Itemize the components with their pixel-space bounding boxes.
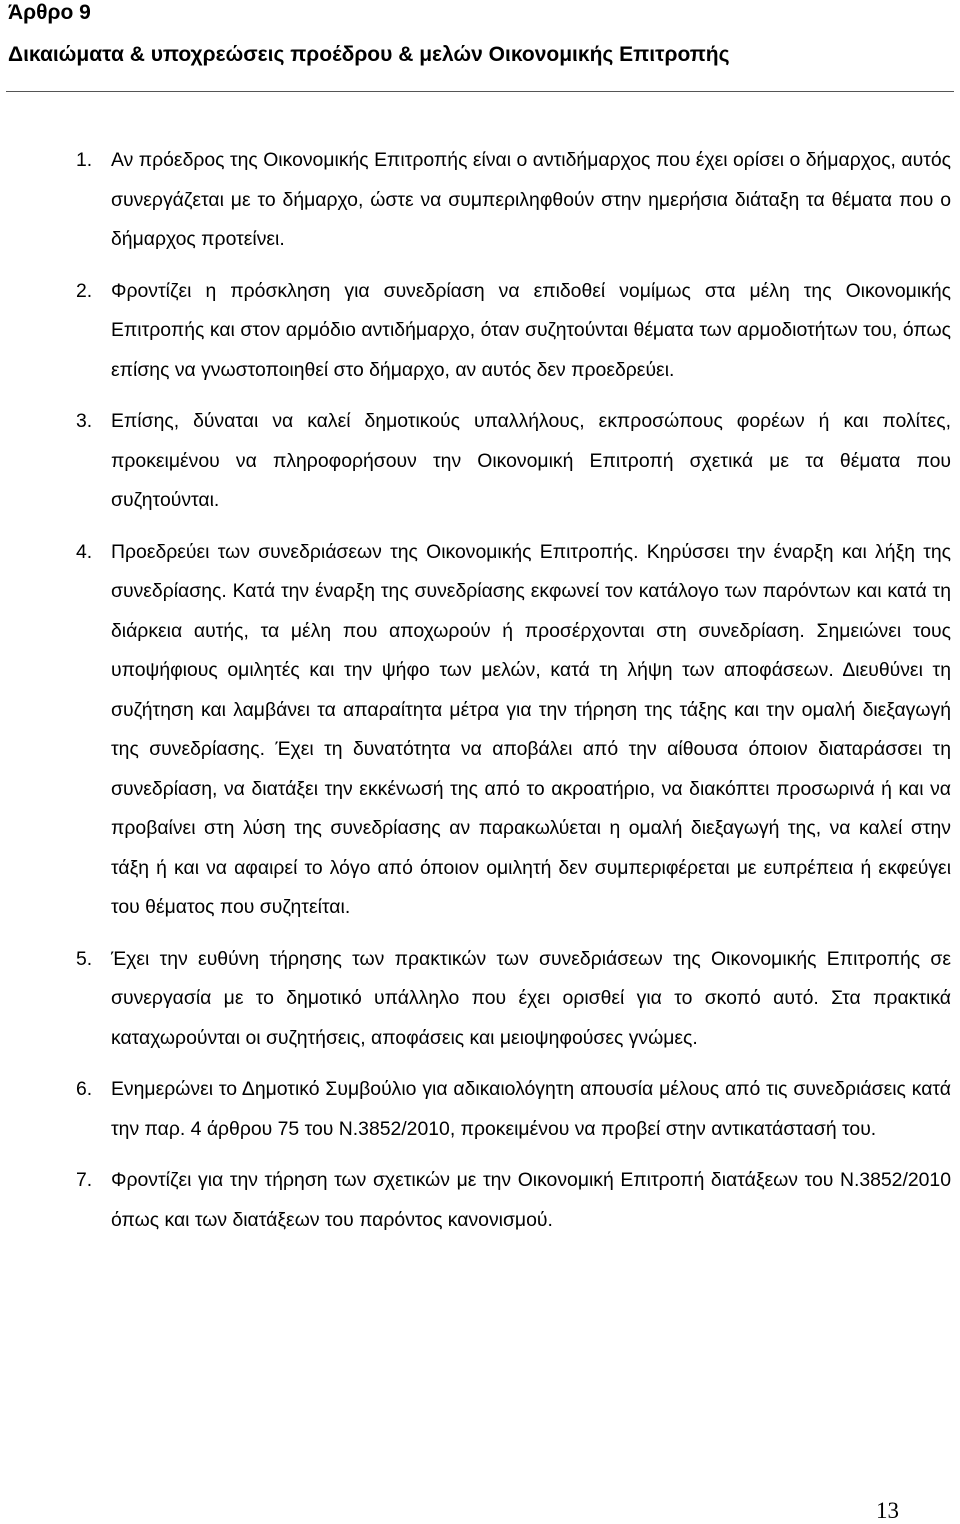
- item-text: Φροντίζει για την τήρηση των σχετικών με την Οικονομική Επιτροπή διατάξεων του Ν.3852/2010 όπως και των διατάξεων του παρόντος κανονισμού.: [111, 1169, 951, 1231]
- list-item-3: [0, 402, 960, 521]
- list-item-7: [0, 1161, 960, 1240]
- item-number: 5.: [76, 947, 93, 970]
- item-text: Αν πρόεδρος της Οικονομικής Επιτροπής είναι ο αντιδήμαρχος που έχει ορίσει ο δήμαρχος, αυτός συνεργάζεται με το δήμαρχο, ώστε να συμπεριληφθούν στην ημερήσια διάταξη τα θέματα που ο δήμαρχος προτείνει.: [111, 149, 951, 250]
- title-divider: [6, 91, 954, 92]
- item-text: Έχει την ευθύνη τήρησης των πρακτικών των συνεδριάσεων της Οικονομικής Επιτροπής σε συνεργασία με το δημοτικό υπάλληλο που έχει ορισθεί για το σκοπό αυτό. Στα πρακτικά καταχωρούνται οι συζητήσεις, αποφάσεις και μειοψηφούσες γνώμες.: [111, 947, 951, 1049]
- item-text: Ενημερώνει το Δημοτικό Συμβούλιο για αδικαιολόγητη απουσία μέλους από τις συνεδριάσεις κατά την παρ. 4 άρθρου 75 του Ν.3852/2010, προκειμένου να προβεί στην αντικατάστασή του.: [111, 1078, 951, 1140]
- item-number: 3.: [76, 410, 93, 432]
- item-text: Επίσης, δύναται να καλεί δημοτικούς υπαλλήλους, εκπροσώπους φορέων ή και πολίτες, προκειμένου να πληροφορήσουν την Οικονομική Επιτροπή σχετικά με τα θέματα που συζητούνται.: [111, 410, 951, 511]
- item-number: 7.: [76, 1169, 93, 1191]
- list-item-1: [0, 141, 960, 260]
- list-item-4: [0, 533, 960, 928]
- page-number: 13: [876, 1498, 899, 1523]
- list-item-5: [0, 940, 960, 1059]
- item-text: Φροντίζει η πρόσκληση για συνεδρίαση να επιδοθεί νομίμως στα μέλη της Οικονομικής Επιτροπής και στον αρμόδιο αντιδήμαρχο, όταν συζητούνται θέματα των αρμοδιοτήτων του, όπως επίσης να γνωστοποιηθεί στο δήμαρχο, αν αυτός δεν προεδρεύει.: [111, 279, 951, 381]
- article-subtitle: Δικαιώματα & υποχρεώσεις προέδρου & μελών Οικονομικής Επιτροπής: [8, 43, 730, 66]
- item-number: 1.: [76, 149, 93, 171]
- item-number: 6.: [76, 1078, 93, 1100]
- item-number: 4.: [76, 540, 93, 563]
- list-item-6: [0, 1070, 960, 1149]
- item-text: Προεδρεύει των συνεδριάσεων της Οικονομικής Επιτροπής. Κηρύσσει την έναρξη και λήξη της συνεδρίασης. Κατά την έναρξη της συνεδρίασης εκφωνεί τον κατάλογο των παρόντων και κατά τη διάρκεια αυτής, τα μέλη που αποχωρούν ή προσέρχονται στη συνεδρίαση. Σημειώνει τους υποψήφιους ομιλητές και την ψήφο των μελών, κατά τη λήψη των αποφάσεων. Διευθύνει τη συζήτηση και λαμβάνει τα απαραίτητα μέτρα για την τήρηση της τάξης και την ομαλή διεξαγωγή της συνεδρίασης. Έχει τη δυνατότητα να αποβάλει από την αίθουσα όποιον διαταράσσει τη συνεδρίαση, να διατάξει την εκκένωσή της από το ακροατήριο, να διακόπτει προσωρινά ή και να προβαίνει στη λύση της συνεδρίασης αν παρακωλύεται η ομαλή διεξαγωγή της, να καλεί στην τάξη ή και να αφαιρεί το λόγο από όποιον ομιλητή δεν συμπεριφέρεται με ευπρέπεια ή εκφεύγει του θέματος που συζητείται.: [111, 540, 951, 918]
- article-title: Άρθρο 9: [8, 1, 91, 24]
- article-items-list: [0, 141, 960, 1240]
- list-item-2: [0, 272, 960, 391]
- item-number: 2.: [76, 279, 93, 302]
